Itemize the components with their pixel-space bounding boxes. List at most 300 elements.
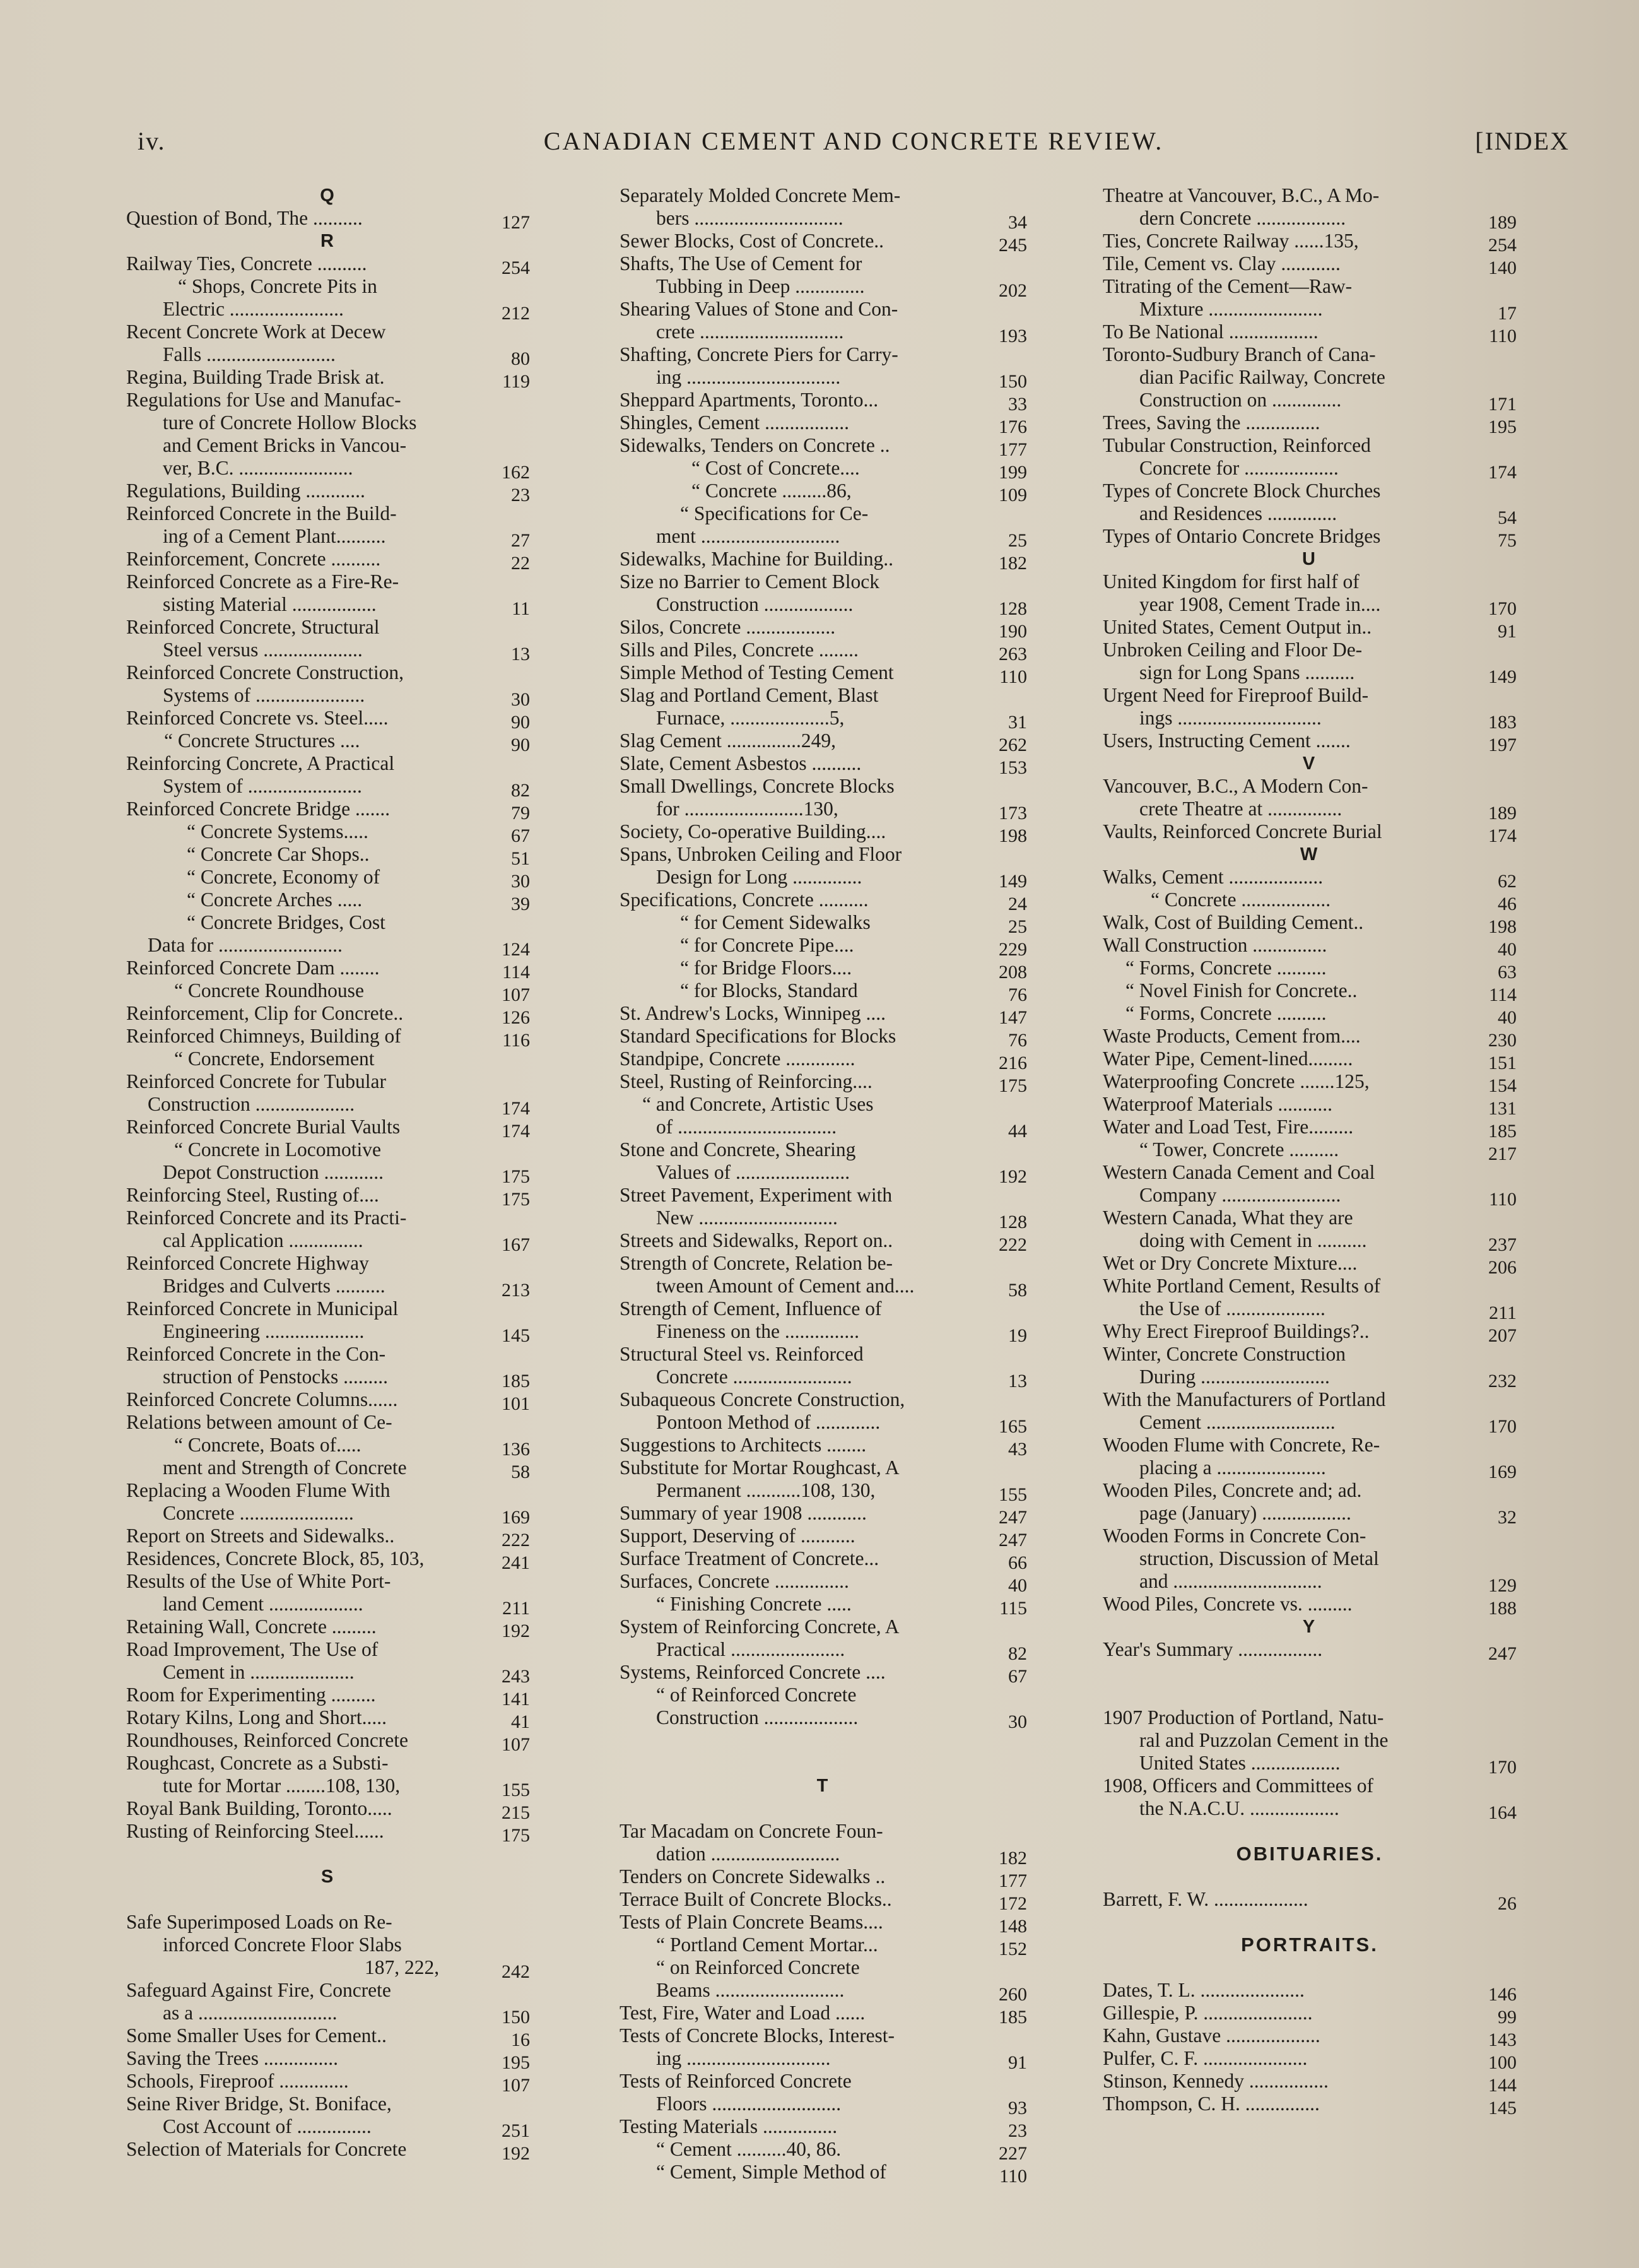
index-entry-text: “ Cement, Simple Method of [656,2161,886,2183]
index-entry-text: doing with Cement in .......... [1139,1229,1367,1251]
index-line [126,1275,530,1301]
index-page-ref: 116 [502,1030,530,1051]
index-line [126,525,530,551]
index-entry-text: Regulations for Use and Manufac- [126,389,401,411]
index-page-ref: 27 [511,530,530,551]
index-entry-text: Cement .......................... [1139,1411,1336,1433]
index-entry-text: Size no Barrier to Cement Block [620,570,880,593]
index-entry-text: Sidewalks, Machine for Building.. [620,548,893,570]
index-line [620,979,1027,1005]
index-page-ref: 182 [999,553,1027,574]
index-page-ref: 171 [1488,394,1517,415]
index-line [620,184,1027,207]
index-page-ref: 185 [502,1371,530,1391]
index-entry-text: Safe Superimposed Loads on Re- [126,1911,392,1933]
index-entry-text: Depot Construction ............ [163,1161,384,1183]
index-page-ref: 140 [1488,257,1517,278]
index-entry-text: Reinforced Concrete Dam ........ [126,957,380,979]
index-line [1103,661,1517,687]
index-page-ref: 58 [1008,1280,1027,1301]
index-line [126,1138,530,1161]
index-section-heading [1103,1615,1517,1638]
index-entry-text: Western Canada Cement and Coal [1103,1161,1375,1183]
index-entry-text: Regulations, Building ............ [126,480,365,502]
index-page-ref: 165 [999,1416,1027,1437]
index-page-ref: 155 [502,1780,530,1800]
index-page-ref: 198 [1488,916,1517,937]
index-line [126,1320,530,1346]
index-entry-text: Selection of Materials for Concrete [126,2138,407,2160]
index-line [620,1934,1027,1959]
index-line [1103,184,1517,207]
index-line [1103,275,1517,298]
index-entry-text: dian Pacific Railway, Concrete [1139,366,1385,388]
index-line [1103,2093,1517,2118]
index-entry-text: Sills and Piles, Concrete ........ [620,639,859,661]
index-page-ref: 197 [1488,735,1517,755]
index-entry-text: During .......................... [1139,1366,1330,1388]
index-entry-text: Silos, Concrete .................. [620,616,836,638]
index-entry-text: S [320,1867,336,1887]
index-entry-text: Some Smaller Uses for Cement.. [126,2024,387,2047]
index-entry-text: Room for Experimenting ......... [126,1684,376,1706]
index-page-ref: 152 [999,1939,1027,1959]
index-page-ref: 109 [999,485,1027,505]
index-entry-text: Thompson, C. H. ............... [1103,2093,1320,2115]
index-page-ref: 23 [1008,2120,1027,2141]
index-entry-text: tute for Mortar ........108, 130, [163,1775,401,1797]
index-line [1103,1752,1517,1778]
index-entry-text: ral and Puzzolan Cement in the [1139,1729,1389,1751]
index-line [1103,411,1517,437]
index-section-heading [1103,843,1517,866]
index-page-ref: 40 [1498,939,1517,960]
index-entry-text: Systems, Reinforced Concrete .... [620,1661,886,1683]
index-entry-text: Reinforced Concrete as a Fire-Re- [126,570,399,593]
index-line [1103,457,1517,483]
index-entry-text: Furnace, ....................5, [656,707,845,729]
index-page-ref: 167 [502,1234,530,1255]
index-entry-text: Reinforced Concrete in the Con- [126,1343,386,1365]
index-page-ref: 222 [502,1530,530,1550]
index-page-ref: 90 [511,735,530,755]
index-line [126,820,530,846]
index-line [620,1297,1027,1320]
index-entry-text: Vaults, Reinforced Concrete Burial [1103,820,1382,842]
index-page-ref: 107 [502,1734,530,1755]
index-entry-text: Small Dwellings, Concrete Blocks [620,775,895,797]
index-entry-text: Surface Treatment of Concrete... [620,1547,879,1569]
index-page-ref: 170 [1488,1416,1517,1437]
index-entry-text: Data for ......................... [148,934,343,956]
index-page-ref: 75 [1498,530,1517,551]
index-entry-text: “ Forms, Concrete .......... [1125,1002,1327,1024]
index-page-ref: 22 [511,553,530,574]
index-entry-text: Relations between amount of Ce- [126,1411,392,1433]
index-entry-text: Floors .......................... [656,2093,842,2115]
index-page-ref: 212 [502,303,530,324]
index-line [620,1070,1027,1096]
index-entry-text: Vancouver, B.C., A Modern Con- [1103,775,1368,797]
index-line [620,639,1027,664]
index-line [620,1138,1027,1161]
index-entry-text: Toronto-Sudbury Branch of Cana- [1103,343,1376,365]
index-entry-text: Stone and Concrete, Shearing [620,1138,856,1161]
index-page-ref: 13 [1008,1371,1027,1391]
index-entry-text: dern Concrete .................. [1139,207,1346,229]
index-entry-text: ture of Concrete Hollow Blocks [163,411,417,434]
index-page-ref: 189 [1488,212,1517,233]
index-entry-text: the N.A.C.U. .................. [1139,1797,1339,1819]
index-section-heading [1103,1934,1517,1956]
index-page-ref: 17 [1498,303,1517,324]
index-page-ref: 211 [502,1598,530,1619]
index-entry-text: Construction .................... [148,1093,355,1115]
index-page-ref: 262 [999,735,1027,755]
index-line [620,1161,1027,1187]
index-line [620,820,1027,846]
index-line [1103,1502,1517,1528]
index-line [126,1093,530,1119]
index-line [620,480,1027,505]
index-line [126,252,530,278]
index-line [126,1229,530,1255]
index-page-ref: 193 [999,326,1027,346]
index-entry-text: Wood Piles, Concrete vs. ......... [1103,1593,1353,1615]
index-line [620,525,1027,551]
index-entry-text: Bridges and Culverts .......... [163,1275,385,1297]
index-line [126,1207,530,1229]
index-entry-text: “ for Cement Sidewalks [680,911,871,933]
section-label: [INDEX [1475,127,1570,155]
index-entry-text: “ Concrete, Boats of..... [174,1434,361,1456]
index-entry-text: United Kingdom for first half of [1103,570,1360,593]
index-entry-text: Falls .......................... [163,343,336,365]
index-line [1103,957,1517,983]
index-entry-text: and Residences .............. [1139,502,1337,524]
index-line [1103,729,1517,755]
index-page-ref: 199 [999,462,1027,483]
index-line [1103,979,1517,1005]
index-entry-text: Waterproof Materials ........... [1103,1093,1332,1115]
index-line [1103,798,1517,824]
index-page-ref: 110 [1489,326,1517,346]
index-page-ref: 175 [502,1825,530,1846]
index-entry-text: Reinforced Concrete Burial Vaults [126,1116,401,1138]
index-page-ref: 67 [511,825,530,846]
index-line [126,1752,530,1775]
index-line [620,1615,1027,1638]
index-entry-text: “ for Bridge Floors.... [680,957,852,979]
index-page-ref: 174 [1488,462,1517,483]
index-entry-text: Royal Bank Building, Toronto..... [126,1797,392,1819]
index-entry-text: Theatre at Vancouver, B.C., A Mo- [1103,184,1380,206]
index-page-ref: 19 [1008,1325,1027,1346]
index-line [620,1275,1027,1301]
index-entry-text: Shearing Values of Stone and Con- [620,298,898,320]
index-column-1 [126,184,530,2164]
index-page-ref: 58 [511,1462,530,1482]
index-page-ref: 182 [999,1848,1027,1869]
index-entry-text: Rotary Kilns, Long and Short..... [126,1706,387,1728]
index-entry-text: “ on Reinforced Concrete [656,1956,860,1978]
index-line [1103,1161,1517,1184]
index-line [126,1297,530,1320]
index-page-ref: 174 [502,1098,530,1119]
index-line [1103,2047,1517,2073]
index-entry-text: Residences, Concrete Block, 85, 103, [126,1547,425,1569]
index-entry-text: With the Manufacturers of Portland [1103,1388,1386,1410]
index-page-ref: 30 [511,871,530,892]
index-line [620,1184,1027,1207]
index-line [620,1547,1027,1573]
index-line [126,411,530,434]
index-entry-text: Summary of year 1908 ............ [620,1502,867,1524]
page-header [138,126,1570,164]
index-line [1103,1775,1517,1797]
index-page-ref: 33 [1008,394,1027,415]
page-number: iv. [138,127,166,155]
index-page-ref: 247 [999,1530,1027,1550]
index-entry-text: Types of Concrete Block Churches [1103,480,1381,502]
index-line [126,1979,530,2002]
index-page-ref: 114 [502,962,530,983]
index-entry-text: Types of Ontario Concrete Bridges [1103,525,1381,547]
index-line [1103,389,1517,415]
index-entry-text: Concrete ....................... [163,1502,354,1524]
index-entry-text: Safeguard Against Fire, Concrete [126,1979,391,2001]
index-page-ref: 66 [1008,1552,1027,1573]
index-entry-text: crete Theatre at ............... [1139,798,1342,820]
index-entry-text: Reinforcing Concrete, A Practical [126,752,395,774]
index-line [1103,1297,1517,1323]
index-page-ref: 30 [511,689,530,710]
index-page-ref: 30 [1008,1711,1027,1732]
index-page-ref: 46 [1498,894,1517,914]
index-page-ref: 232 [1488,1371,1517,1391]
index-line [126,1025,530,1051]
index-line [126,1729,530,1755]
index-entry-text: Wooden Forms in Concrete Con- [1103,1525,1366,1547]
index-entry-text: Railway Ties, Concrete .......... [126,252,367,275]
index-page-ref: 247 [999,1507,1027,1528]
index-section-heading [126,184,530,207]
index-line [126,1797,530,1823]
index-page-ref: 170 [1488,1757,1517,1778]
index-entry-text: for ........................130, [656,798,838,820]
index-line [620,684,1027,707]
index-entry-text: Wall Construction ............... [1103,934,1327,956]
index-line [620,866,1027,892]
index-line [620,616,1027,642]
index-line [126,1116,530,1142]
index-page-ref: 82 [511,780,530,801]
index-line [620,2115,1027,2141]
index-entry-text: Values of ....................... [656,1161,850,1183]
index-entry-text: Shingles, Cement ................. [620,411,849,434]
index-line [620,2161,1027,2187]
index-line [126,1070,530,1093]
index-entry-text: “ Concrete .........86, [691,480,852,502]
index-section-heading [1103,548,1517,570]
index-entry-text: United States, Cement Output in.. [1103,616,1372,638]
index-line [1103,775,1517,798]
index-line [620,775,1027,798]
index-entry-text: Fineness on the ............... [656,1320,859,1342]
index-page-ref: 254 [502,257,530,278]
index-entry-text: Question of Bond, The .......... [126,207,363,229]
index-line [1103,366,1517,389]
index-line [126,2093,530,2115]
index-line [126,752,530,775]
index-page-ref: 67 [1008,1666,1027,1687]
index-entry-text: “ Concrete, Endorsement [174,1048,375,1070]
index-entry-text: Ties, Concrete Railway ......135, [1103,230,1359,252]
index-line [126,684,530,710]
index-line [1103,1093,1517,1119]
index-entry-text: “ Tower, Concrete .......... [1139,1138,1339,1161]
index-entry-text: “ Specifications for Ce- [680,502,869,524]
index-entry-text: Titrating of the Cement—Raw- [1103,275,1353,297]
index-line [126,843,530,869]
index-page-ref: 195 [1488,416,1517,437]
index-line [126,1343,530,1366]
index-entry-text: year 1908, Cement Trade in.... [1139,593,1381,615]
index-line [126,1934,530,1956]
index-entry-text: Regina, Building Trade Brisk at. [126,366,385,388]
index-page-ref: 44 [1008,1121,1027,1142]
index-line [1103,1116,1517,1142]
index-entry-text: Year's Summary ................. [1103,1638,1323,1660]
index-page-ref: 107 [502,2075,530,2096]
index-page-ref: 23 [511,485,530,505]
index-entry-text: Reinforced Concrete in Municipal [126,1297,399,1320]
index-page-ref: 34 [1008,212,1027,233]
index-line [1103,1479,1517,1502]
index-entry-text: Reinforced Concrete Highway [126,1252,369,1274]
index-entry-text: Tests of Concrete Blocks, Interest- [620,2024,895,2047]
index-line [1103,1388,1517,1411]
index-line [620,1911,1027,1937]
index-line [1103,1002,1517,1028]
index-line [1103,707,1517,733]
index-page-ref: 11 [512,598,530,619]
index-entry-text: of ................................ [656,1116,837,1138]
index-entry-text: 1907 Production of Portland, Natu- [1103,1706,1384,1728]
index-page-ref: 202 [999,280,1027,301]
index-page-ref: 263 [999,644,1027,664]
index-line [620,1820,1027,1843]
index-line [126,1593,530,1619]
index-line [620,275,1027,301]
index-entry-text: struction of Penstocks ......... [163,1366,388,1388]
index-line [1103,1434,1517,1456]
index-entry-text: Kahn, Gustave ................... [1103,2024,1320,2047]
index-line [620,1638,1027,1664]
index-entry-text: Recent Concrete Work at Decew [126,321,386,343]
index-column-2 [620,184,1027,2187]
index-page-ref: 90 [511,712,530,733]
index-line [620,1388,1027,1411]
index-line [620,1502,1027,1528]
index-line [126,1456,530,1482]
index-entry-text: “ Cement ..........40, 86. [656,2138,842,2160]
index-entry-text: Reinforced Concrete, Structural [126,616,380,638]
index-line [620,1366,1027,1391]
index-entry-text: Walk, Cost of Building Cement.. [1103,911,1364,933]
index-line [620,593,1027,619]
index-line [620,1888,1027,1914]
index-entry-text: Specifications, Concrete .......... [620,889,869,911]
index-line [1103,1343,1517,1366]
index-entry-text: tween Amount of Cement and.... [656,1275,915,1297]
index-line [1103,889,1517,914]
index-line [1103,1684,1517,1706]
index-entry-text: “ Novel Finish for Concrete.. [1125,979,1358,1001]
index-entry-text: Slag Cement ...............249, [620,729,836,752]
index-line [620,707,1027,733]
index-page-ref: 51 [511,848,530,869]
index-line [126,661,530,684]
index-entry-text: Trees, Saving the ............... [1103,411,1320,434]
index-line [126,457,530,483]
index-entry-text: Slate, Cement Asbestos .......... [620,752,862,774]
index-entry-text: Reinforced Concrete and its Practi- [126,1207,407,1229]
index-entry-text: Separately Molded Concrete Mem- [620,184,901,206]
index-entry-text: “ Concrete Car Shops.. [187,843,370,865]
index-section-heading [1103,752,1517,775]
index-line [620,957,1027,983]
index-page-ref: 254 [1488,235,1517,256]
index-line [126,1479,530,1502]
index-line [620,434,1027,460]
index-page-ref: 110 [999,666,1027,687]
index-page-ref: 241 [502,1552,530,1573]
index-page-ref: 91 [1498,621,1517,642]
index-page-ref: 260 [999,1984,1027,2005]
index-entry-text: ment ............................ [656,525,840,547]
index-line [1103,639,1517,661]
index-line [1103,321,1517,346]
index-page-ref: 216 [999,1053,1027,1073]
index-entry-text: Cement in ..................... [163,1661,355,1683]
index-page-ref: 24 [1008,894,1027,914]
index-page-ref: 174 [502,1121,530,1142]
index-entry-text: 187, 222, [365,1956,440,1978]
index-line [1103,480,1517,502]
index-page-ref: 147 [999,1007,1027,1028]
index-line [620,1207,1027,1232]
index-page-ref: 185 [999,2007,1027,2028]
index-line [1103,1456,1517,1482]
index-entry-text: Design for Long .............. [656,866,862,888]
index-entry-text: Retaining Wall, Concrete ......... [126,1615,377,1638]
index-line [126,2138,530,2164]
index-line [620,2070,1027,2093]
index-entry-text: Shafting, Concrete Piers for Carry- [620,343,898,365]
index-entry-text: Unbroken Ceiling and Floor De- [1103,639,1363,661]
index-line [620,2002,1027,2028]
index-entry-text: W [1300,844,1320,865]
index-page-ref: 124 [502,939,530,960]
index-page-ref: 162 [502,462,530,483]
index-line [1103,1138,1517,1164]
index-line [620,1979,1027,2005]
index-line [620,502,1027,525]
index-line [126,707,530,733]
index-line [620,1593,1027,1619]
index-line [620,366,1027,392]
